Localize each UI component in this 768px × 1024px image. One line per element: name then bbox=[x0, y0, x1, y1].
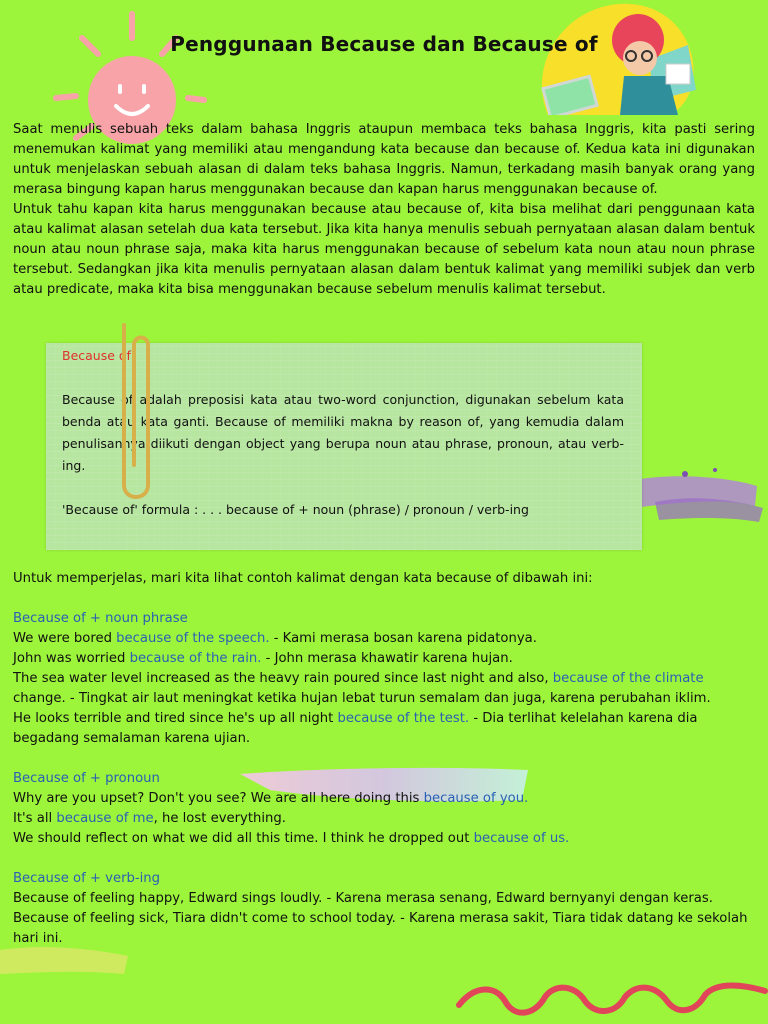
example-line: He looks terrible and tired since he's up all night because of the test. - Dia terlihat kelelahan karena dia begadang semalaman karena ujian. bbox=[13, 711, 698, 746]
note-formula: 'Because of' formula : . . . because of + noun (phrase) / pronoun / verb-ing bbox=[62, 502, 529, 517]
intro-paragraph: Untuk tahu kapan kita harus menggunakan because atau because of, kita bisa melihat dari penggunaan kata atau kalimat alasan setelah dua kata tersebut. Jika kita hanya menulis sebuah pernyataan alasan dalam bentuk noun atau noun phrase saja, maka kita harus menggunakan because of sebelum kata noun atau noun phrase tersebut. Sedangkan jika kita menulis pernyataan alasan dalam bentuk kalimat yang memiliki subjek dan verb atau predicate, maka kita bisa menggunakan because sebelum menulis kalimat tersebut. bbox=[13, 202, 755, 297]
person-laptop-illustration bbox=[528, 0, 698, 115]
example-line: Why are you upset? Don't you see? We are all here doing this because of you. bbox=[13, 791, 529, 806]
examples-intro: Untuk memperjelas, mari kita lihat contoh kalimat dengan kata because of dibawah ini: bbox=[13, 571, 593, 586]
section-heading: Because of + noun phrase bbox=[13, 611, 188, 626]
section-heading: Because of + verb-ing bbox=[13, 871, 161, 886]
example-line: The sea water level increased as the heavy rain poured since last night and also, because of the climate change. - Tingkat air laut meningkat ketika hujan lebat turun semalam dan juga, karena perubahan iklim. bbox=[13, 671, 711, 706]
example-line: Because of feeling sick, Tiara didn't come to school today. - Karena merasa sakit, Tiara tidak datang ke sekolah hari ini. bbox=[13, 911, 748, 946]
note-heading: Because of bbox=[62, 348, 131, 363]
example-line: John was worried because of the rain. - John merasa khawatir karena hujan. bbox=[13, 651, 513, 666]
example-line: Because of feeling happy, Edward sings loudly. - Karena merasa senang, Edward bernyanyi dengan keras. bbox=[13, 891, 713, 906]
example-line: It's all because of me, he lost everything. bbox=[13, 811, 286, 826]
example-line: We were bored because of the speech. - Kami merasa bosan karena pidatonya. bbox=[13, 631, 537, 646]
examples-body bbox=[13, 569, 755, 949]
intro-paragraph: Saat menulis sebuah teks dalam bahasa Inggris ataupun membaca teks bahasa Inggris, kita pasti sering menemukan kalimat yang memiliki atau mengandung kata because dan because of. Kedua kata ini digunakan untuk menjelaskan sebuah alasan di dalam teks bahasa Inggris. Namun, terkadang masih banyak orang yang merasa bingung kapan harus menggunakan because dan kapan harus menggunakan because of. bbox=[13, 122, 755, 197]
page-title: Penggunaan Because dan Because of bbox=[170, 32, 598, 56]
intro-text bbox=[13, 120, 755, 300]
section-heading: Because of + pronoun bbox=[13, 771, 160, 786]
paint-squiggle-red bbox=[455, 975, 768, 1024]
paperclip-icon bbox=[104, 315, 164, 505]
example-line: We should reflect on what we did all this time. I think he dropped out because of us. bbox=[13, 831, 570, 846]
note-text: Because of adalah preposisi kata atau two-word conjunction, digunakan sebelum kata benda atau kata ganti. Because of memiliki makna by reason of, yang kemudia dalam penulisannya diikuti dengan object yang berupa noun atau phrase, pronoun, atau verb-ing. bbox=[62, 392, 624, 473]
